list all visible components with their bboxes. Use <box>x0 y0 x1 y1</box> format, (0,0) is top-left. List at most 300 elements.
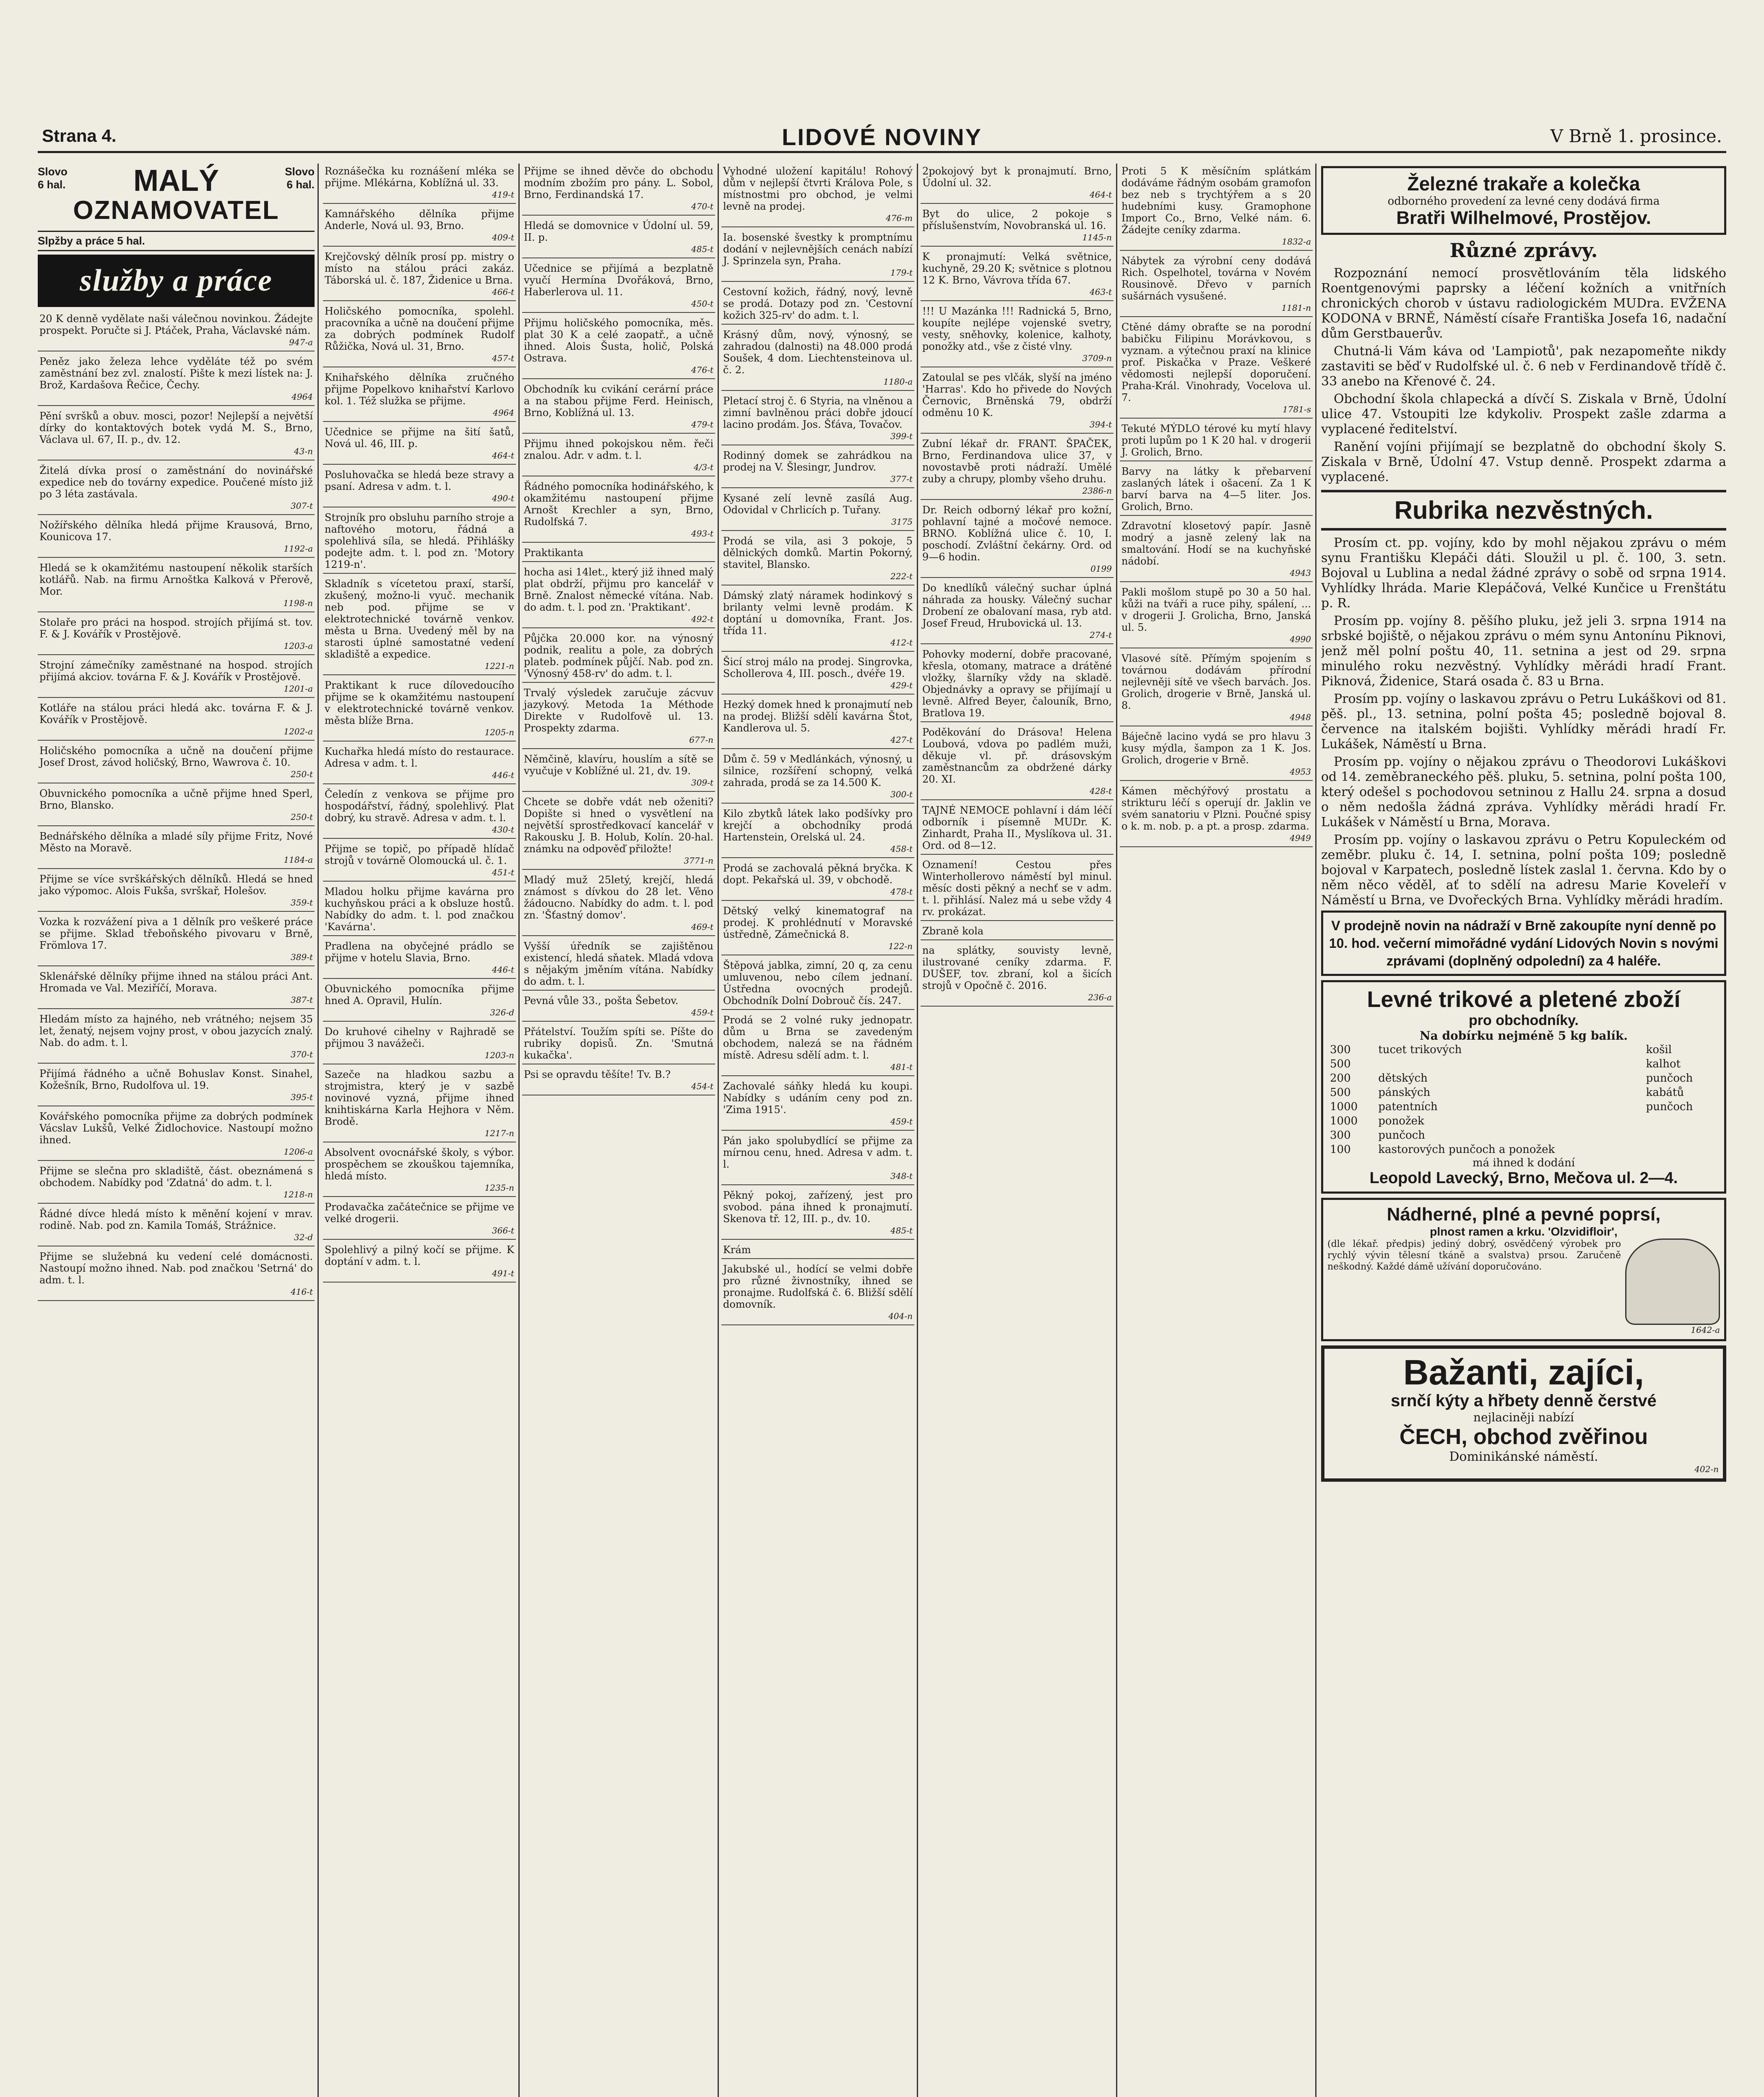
newspaper-title: LIDOVÉ NOVINY <box>782 124 982 150</box>
table-cell <box>1376 1057 1643 1071</box>
classified-ad <box>38 354 315 406</box>
classified-ad <box>38 1012 315 1064</box>
classified-ad <box>522 752 715 792</box>
classified-ad <box>38 1066 315 1106</box>
ad-ref: 427-t <box>890 735 913 745</box>
news-item: Rozpoznání nemocí prosvětlováním těla lidského Roentgenovými paprsky a léčení kožních a vnitřních chronických chorob v ústavu radiologickém MUDra. EVŽENA KODONA v BRNĚ, Náměstí císaře Františka Josefa 16, nadační dům Gerstbauerův. <box>1321 266 1726 341</box>
ad-text: Nábytek za výrobní ceny dodává Rich. Ospelhotel, továrna v Novém Rousinově. Dřevo v parních sušárnách vysušené. <box>1121 255 1311 302</box>
classified-ad <box>522 685 715 749</box>
classified-ad <box>38 969 315 1009</box>
ad-ref: 4943 <box>1290 568 1311 578</box>
ad-text: Pevná vůle 33., pošta Šebetov. <box>524 995 679 1007</box>
ad-ref: 1642-a <box>1691 1325 1720 1335</box>
ad-text: Holičského pomocníka, spolehl. pracovníka a učně na doučení přijme za dobrých podmínek Rudolf Růžička, Nová ul. 31, Brno. <box>325 305 514 352</box>
classified-ad <box>323 249 516 301</box>
classified-ad <box>522 939 715 991</box>
ad-text: Chcete se dobře vdát neb oženiti? Dopište si hned o vysvětlení na největší sprostředkovací kancelář v Rakousku J. B. Holub, Kolín. 20-hal. známku na odpověď přiložte! <box>524 796 713 855</box>
ad-ref: 3709-n <box>1082 353 1112 363</box>
ad-ref: 677-n <box>689 735 713 745</box>
ads-list <box>38 311 315 1301</box>
ad-text: Žitelá dívka prosí o zaměstnání do novinářské expedice neb do továrny expedice. Poučené místo již po 3 léta zastávala. <box>39 465 313 500</box>
table-row <box>1327 1071 1720 1085</box>
classified-ad <box>921 164 1114 204</box>
classified-ad <box>721 958 914 1010</box>
ad-text: Ctěné dámy obraťte se na porodní babičku Filipinu Morávkovou, s vyznam. a výtečnou praxí na klinice prof. Piskačka v Praze. Veškeré vědomosti nejlepší doporučení. Praha-Král. Vinohrady, Vocelova ul. 7. <box>1121 321 1311 403</box>
classified-ad <box>38 1206 315 1246</box>
ad-text: Šicí stroj málo na prodej. Singrovka, Schollerova 4, III. posch., dvéře 19. <box>723 656 913 679</box>
classified-ad <box>721 327 914 391</box>
ad-text: Přátelství. Toužím spíti se. Píšte do rubriky dopisů. Zn. 'Smutná kukačka'. <box>524 1026 713 1061</box>
ads-list <box>721 164 914 1325</box>
ad-text: Prodá se 2 volné ruky jednopatr. dům u Brna se zavedeným obchodem, nalezá se na řádném místě. Adresu sdělí adm. t. l. <box>723 1014 913 1061</box>
classified-ad <box>323 744 516 784</box>
column-divider <box>317 164 319 2097</box>
ad-text: Přijmu holičského pomocníka, měs. plat 30 K a celé zaopatř., a učně ihned. Alois Šusta, holič, Polská Ostrava. <box>524 317 713 364</box>
classified-ad <box>921 725 1114 800</box>
classified-ad <box>38 1109 315 1161</box>
ad-ref: 32-d <box>294 1232 313 1242</box>
classified-ad <box>921 803 1114 855</box>
ad-text: Sazeče na hladkou sazbu a strojmistra, který je v sazbě novinové vyzná, přijme ihned knihtiskárna Karla Hejhora v Něm. Brodě. <box>325 1069 514 1127</box>
ad-text: Prodá se vila, asi 3 pokoje, 5 dělnických domků. Martin Pokorný, stavitel, Blansko. <box>723 535 913 570</box>
ad-ref: 377-t <box>890 474 913 484</box>
ad-ref: 1206-a <box>284 1147 313 1157</box>
ad-ref: 3771-n <box>684 856 713 866</box>
ad-ref: 429-t <box>890 680 913 690</box>
table-cell: punčoch <box>1646 1072 1693 1085</box>
ad-text: Pění svršků a obuv. mosci, pozor! Nejlepší a největší dírky do kontaktových botek vydá M. S., Brno, Václava ul. 67, II. p., dv. 12. <box>39 410 313 445</box>
ad-text: Holičského pomocníka a učně na doučení přijme Josef Drost, závod holičský, Brno, Wawrova č. 10. <box>39 745 313 768</box>
ad-ref: 1221-n <box>484 661 514 671</box>
ad-text: Vozka k rozvážení piva a 1 dělník pro veškeré práce se přijme. Sklad třeboňského pivovaru v Brně, Frömlova 17. <box>39 916 313 951</box>
table-cell: ponožek <box>1378 1115 1424 1127</box>
ad-ref: 4953 <box>1290 767 1311 777</box>
ad-text: Strojník pro obsluhu parního stroje a naftového motoru, řádná a spolehlivá síla, se hledá. Přihlášky podejte adm. t. l. pod zn. 'Motory 1219-n'. <box>325 512 514 570</box>
ad-ref: 348-t <box>890 1171 913 1181</box>
table-cell: 300 <box>1330 1043 1351 1056</box>
ad-text: Obuvnického pomocníka přijme hned A. Opravil, Hulín. <box>325 983 514 1007</box>
classified-ad <box>323 884 516 936</box>
classified-ad <box>323 467 516 507</box>
ad-subtitle: plnost ramen a krku. 'Olzvidifloir', <box>1430 1225 1618 1238</box>
classified-ad <box>921 304 1114 367</box>
table-row <box>1327 1142 1720 1157</box>
ad-text: Mladou holku přijme kavárna pro kuchyňskou práci a k obsluze hostů. Nabídky do adm. t. l. pod značkou 'Kavárna'. <box>325 886 514 933</box>
ad-ref: 1180-a <box>883 377 913 387</box>
table-cell <box>1644 1142 1720 1157</box>
table-cell: 500 <box>1330 1058 1351 1070</box>
ad-ref: 0199 <box>1090 564 1112 574</box>
classified-ad <box>38 914 315 966</box>
ad-ref: 326-d <box>490 1007 514 1017</box>
poprsi-ad <box>1321 1198 1726 1341</box>
ad-ref: 476-m <box>886 213 913 223</box>
classified-ad <box>522 164 715 216</box>
ad-text: Učednice se přijme na šití šatů, Nová ul. 46, III. p. <box>325 426 514 450</box>
classified-ad <box>721 284 914 325</box>
ad-ref: 4964 <box>291 392 313 402</box>
classified-ad <box>38 743 315 783</box>
ad-title: Levné trikové a pletené zboží <box>1367 987 1681 1012</box>
ad-text: Absolvent ovocnářské školy, s výbor. prospěchem se zkouškou tajemníka, hledá místo. <box>325 1147 514 1182</box>
classified-ad <box>522 479 715 543</box>
ad-text: Kámen měchýřový prostatu a strikturu léčí s operují dr. Jaklin ve svém sanatoriu v Plzni. Poučné spisy o k. m. nob. p. a pt. a prosp. zdarma. <box>1121 785 1311 832</box>
ad-ref: 454-t <box>691 1081 713 1091</box>
classified-ad <box>1120 164 1313 251</box>
classified-ad <box>38 560 315 612</box>
classified-ad <box>921 502 1114 578</box>
ad-ref: 419-t <box>492 190 514 200</box>
ad-text: Přijme se slečna pro skladiště, část. obeznámená s obchodem. Nabídky pod 'Zdatná' do adm. t. l. <box>39 1165 313 1189</box>
trikove-ad <box>1321 980 1726 1194</box>
ad-ref: 492-t <box>691 614 713 624</box>
maly-label: MALÝ <box>133 164 219 198</box>
classified-ad <box>721 230 914 282</box>
ad-title: Bažanti, zajíci, <box>1403 1353 1644 1392</box>
classified-ad <box>38 700 315 741</box>
ad-text: Stolaře pro práci na hospod. strojích přijímá st. tov. F. & J. Kovářík v Prostějově. <box>39 617 313 640</box>
evening-edition-notice: V prodejně novin na nádraží v Brně zakoupíte nyní denně po 10. hod. večerní mimořádné vydání Lidových Novin s novými zprávami (doplněný odpolední) za 4 haléře. <box>1321 911 1726 976</box>
ad-firm: Bratři Wilhelmové, Prostějov. <box>1396 208 1651 228</box>
classified-ad <box>38 311 315 351</box>
classified-ad <box>38 829 315 869</box>
ad-text: Němčině, klavíru, houslím a sítě se vyučuje v Koblížné ul. 21, dv. 19. <box>524 753 713 777</box>
classified-ad <box>323 787 516 839</box>
classified-ad <box>921 647 1114 722</box>
page-number: Strana 4. <box>42 126 117 146</box>
classified-ad <box>522 1067 715 1095</box>
ad-text: Kotláře na stálou práci hledá akc. továrna F. & J. Kovářík v Prostějově. <box>39 702 313 726</box>
ad-ref: 1235-n <box>484 1183 514 1193</box>
ad-ref: 402-n <box>1694 1464 1719 1474</box>
ad-text: Barvy na látky k přebarvení zaslaných látek i ošacení. Za 1 K barví barva na 4—5 liter. Jos. Grolich, Brno. <box>1121 466 1311 513</box>
table-cell: 500 <box>1330 1086 1351 1099</box>
ad-title: Železné trakaře a kolečka <box>1407 173 1640 195</box>
classified-ad <box>1120 421 1313 461</box>
column-divider <box>718 164 719 2097</box>
classified-ad <box>921 249 1114 301</box>
ad-text: Spolehlivý a pilný kočí se přijme. K doptání v adm. t. l. <box>325 1244 514 1267</box>
classified-ad <box>323 304 516 367</box>
classified-ad <box>522 382 715 434</box>
ad-text: Přijme se ihned děvče do obchodu modním zbožím pro pány. L. Sobol, Brno, Ferdinandská 17. <box>524 165 713 200</box>
ad-text: na splátky, souvisty levně, ilustrované ceníky zdarma. F. DUŠEF, tov. zbraní, kol a šicích strojů v Opočně č. 2016. <box>922 944 1112 991</box>
missing-person-notice: Prosím pp. vojíny o laskavou zprávu o Petru Kopuleckém od zeměbr. pluku č. 14, I. setnina, polní pošta 109; posledně bojoval v Karpatech, posledně lístek zaslal 1. června. Kdo by o něm něco věděl, ať to sdělí na adresu Marie Koveleří v Náměstí u Brna, ve Dvořeckých Brna. Vyhlídky měrádi hradím. <box>1321 833 1726 908</box>
table-cell: kastorových punčoch a ponožek <box>1378 1143 1555 1156</box>
ad-text: Kovářského pomocníka přijme za dobrých podmínek Vácslav Lukšů, Velké Židlochovice. Nastoupí možno ihned. <box>39 1111 313 1146</box>
ad-text: Peněz jako železa lehce vyděláte též po svém zaměstnání bez zvl. znalostí. Pište k mezi lístek na: J. Brož, Kardašova Řečice, Čechy. <box>39 356 313 391</box>
ad-text: Pěkný pokoj, zařízený, jest pro svobod. pána ihned k pronajmutí. Skenova tř. 12, III. p., dv. 10. <box>723 1189 913 1225</box>
classified-ad <box>323 510 516 574</box>
ad-text: Přijímá řádného a učně Bohuslav Konst. Sinahel, Kožešník, Brno, Rudolfova ul. 19. <box>39 1068 313 1091</box>
ad-ref: 2386-n <box>1082 486 1112 496</box>
missing-person-notice: Prosím pp. vojíny o nějakou zprávu o Theodorovi Lukáškovi od 14. zeměbraneckého pěš. pluku, 5. setnina, polní pošta 100, který odešel s pochodovou setninou z Hallu 24. srpna a dosud o něm nedošla žádná zpráva. Vyhlídky měrádi hradí Fr. Lukášek v Náměstí u Brna, Morava. <box>1321 755 1726 830</box>
rubric-heading: Rubrika nezvěstných. <box>1321 490 1726 531</box>
ad-ref: 446-t <box>492 965 514 975</box>
ad-note: má ihned k dodání <box>1472 1157 1575 1169</box>
ad-ref: 1198-n <box>283 598 313 608</box>
table-cell: kalhot <box>1646 1058 1681 1070</box>
classified-ad <box>323 206 516 247</box>
ad-ref: 457-t <box>492 353 514 363</box>
classified-ad <box>323 576 516 675</box>
ads-list <box>323 164 516 1283</box>
ad-ref: 491-t <box>492 1268 514 1278</box>
ad-text: Trvalý výsledek zaručuje zácvuv jazykový. Metoda 1a Méthode Direkte v Rudolfově ul. 13. Prospekty zdarma. <box>524 687 713 734</box>
classified-ad <box>721 393 914 445</box>
ad-ref: 4948 <box>1290 712 1311 722</box>
classified-ad <box>1120 464 1313 516</box>
table-cell: punčoch <box>1646 1101 1693 1113</box>
classified-ad <box>921 857 1114 921</box>
classified-ad <box>522 545 715 562</box>
ad-text: Obchodník ku cvikání cerární práce a na stabou přijme Ferd. Heinisch, Brno, Koblížná ul. 13. <box>524 383 713 419</box>
ad-text: Praktikant k ruce dílovedoucího přijme se k okamžitému nastoupení v elektrotechnické továrně venkov. města blíže Brna. <box>325 679 514 726</box>
classified-ad <box>522 436 715 476</box>
price-right: Slovo 6 hal. <box>285 165 315 191</box>
classified-ad <box>721 1188 914 1240</box>
classified-ad <box>522 794 715 870</box>
ad-text: Pradlena na obyčejné prádlo se přijme v hotelu Slavia, Brno. <box>325 940 514 964</box>
ad-text: 20 K denně vydělate naši válečnou novinkou. Žádejte prospekt. Poručte si J. Ptáček, Praha, Václavské nám. <box>39 313 313 336</box>
ad-text: Byt do ulice, 2 pokoje s příslušenstvím, Novobranská ul. 16. <box>922 208 1112 232</box>
ad-ref: 4/3-t <box>694 462 713 472</box>
classified-ad <box>721 903 914 955</box>
table-cell: košil <box>1646 1043 1672 1056</box>
ad-ref: 387-t <box>291 995 313 1005</box>
ad-text: Zatoulal se pes vlčák, slyší na jméno 'Harras'. Kdo ho přivede do Nových Černovic, Brněnská 79, obdrží odměnu 10 K. <box>922 372 1112 419</box>
classified-ad <box>522 218 715 258</box>
classified-ad <box>721 533 914 585</box>
ad-text: Praktikanta <box>524 547 584 559</box>
classified-ad <box>921 924 1114 940</box>
ad-text: Krásný dům, nový, výnosný, se zahradou (dalnosti) na 48.000 prodá Soušek, 4 dom. Liechtensteinova ul. č. 2. <box>723 329 913 376</box>
ad-text: Zachovalé sáňky hledá ku koupi. Nabídky s udáním ceny pod zn. 'Zima 1915'. <box>723 1080 913 1116</box>
ad-text: Knihařského dělníka zručného přijme Popelkovo knihařství Karlovo kol. 1. Též služka se přijme. <box>325 372 514 407</box>
bazanti-ad <box>1321 1345 1726 1482</box>
ad-text: Přijmu ihned pokojskou něm. řeči znalou. Adr. v adm. t. l. <box>524 438 713 461</box>
ad-text: Zdravotní klosetový papír. Jasně modrý a jasně zelený lak na smaltování. Hodí se na kuchyňské nádobí. <box>1121 520 1311 567</box>
ad-ref: 458-t <box>890 844 913 854</box>
classified-ad <box>721 1012 914 1076</box>
ad-ref: 450-t <box>691 299 713 309</box>
ad-ref: 359-t <box>291 898 313 908</box>
ad-text: Vyhodné uložení kapitálu! Rohový dům v nejlepší čtvrti Králova Pole, s místnostmi pro obchod, je velmi levně na prodej. <box>723 165 913 212</box>
ad-text: Přijme se topič, po případě hlídač strojů v továrně Olomoucká ul. č. 1. <box>325 843 514 866</box>
classified-ad <box>522 565 715 628</box>
ad-ref: 416-t <box>291 1287 313 1297</box>
table-row <box>1327 1114 1720 1128</box>
ad-ref: 463-t <box>1090 287 1112 297</box>
goods-table <box>1327 1043 1720 1157</box>
oznamovatel-label: OZNAMOVATEL <box>73 196 279 225</box>
ad-text: (dle lékař. předpis) jediný dobrý, osvědčený výrobek pro rychlý vývin tělesní tkáně a svalstva) prsou. Zaručeně neškodný. Každé dámě užívání doporučováno. <box>1327 1239 1621 1272</box>
table-cell: 300 <box>1330 1129 1351 1142</box>
classified-ad <box>323 939 516 979</box>
ad-address: Dominikánské náměstí. <box>1449 1449 1598 1464</box>
ad-subtitle: odborného provedení za levné ceny dodává firma <box>1387 195 1660 208</box>
ad-ref: 476-t <box>691 365 713 375</box>
ad-ref: 236-a <box>1088 992 1112 1002</box>
classified-ad <box>323 841 516 882</box>
ad-ref: 399-t <box>890 431 913 441</box>
classified-ad <box>38 786 315 826</box>
maly-oznamovatel-masthead <box>38 164 315 232</box>
table-cell: 1000 <box>1330 1101 1358 1113</box>
ad-text: Dětský velký kinematograf na prodej. K prohlédnutí v Moravské ústředně, Zámečnická 8. <box>723 905 913 940</box>
classified-ad <box>721 1262 914 1325</box>
ad-ref: 485-t <box>691 244 713 254</box>
table-row <box>1327 1128 1720 1142</box>
ad-ref: 451-t <box>492 867 514 877</box>
classified-ad <box>323 678 516 741</box>
ad-ref: 366-t <box>492 1225 514 1236</box>
ad-ref: 250-t <box>291 769 313 779</box>
ad-ref: 1205-n <box>484 727 514 737</box>
ad-text: Kilo zbytků látek lako podšívky pro krejčí a obchodníky prodá Hartenstein, Orelská ul. 24. <box>723 808 913 843</box>
ad-text: Nožířského dělníka hledá přijme Krausová, Brno, Kounicova 17. <box>39 519 313 543</box>
ad-ref: 481-t <box>890 1062 913 1072</box>
ad-ref: 1217-n <box>484 1128 514 1138</box>
ad-ref: 222-t <box>890 571 913 581</box>
ad-text: Řádné dívce hledá místo k měnění kojení v mrav. rodině. Nab. pod zn. Kamila Tomáš, Strážnice. <box>39 1208 313 1231</box>
missing-person-notice: Prosím pp. vojíny o laskavou zprávu o Petru Lukáškovi od 81. pěš. pl., 13. setnina, polní pošta 45; posledně bojoval 8. července na italském bojišti. Vyhlídky měrádi hradí Fr. Lukášek, Náměstí u Brna. <box>1321 692 1726 752</box>
classified-ad <box>323 370 516 422</box>
ad-ref: 466-t <box>492 287 514 297</box>
ad-text: 2pokojový byt k pronajmutí. Brno, Údolní ul. 32. <box>922 165 1112 189</box>
ad-text: Štěpová jablka, zimní, 20 q, za cenu umluvenou, nebo cílem jednaní. Ústředna ovocných prodejů. Obchodník Dolní Dobrouč čís. 247. <box>723 960 913 1007</box>
classified-ad <box>38 872 315 912</box>
classified-ad <box>323 1199 516 1240</box>
ad-ref: 1145-n <box>1082 232 1112 242</box>
ad-text: Pán jako spolubydlící se přijme za mírnou cenu, hned. Adresa v adm. t. l. <box>723 1135 913 1170</box>
ad-ref: 1832-a <box>1282 237 1311 247</box>
ad-ref: 479-t <box>691 419 713 429</box>
ads-list <box>921 164 1114 1007</box>
classified-ad <box>522 993 715 1022</box>
classified-ad <box>921 943 1114 1007</box>
ad-text: Přijme se služebná ku vedení celé domácnosti. Nastoupí možno ihned. Nab. pod značkou 'Setrná' do adm. t. l. <box>39 1251 313 1286</box>
section-subtitle: Slpžby a práce 5 hal. <box>38 232 315 251</box>
classified-ad <box>323 981 516 1022</box>
table-row <box>1327 1100 1720 1114</box>
classified-ad <box>721 806 914 858</box>
trakare-ad <box>1321 166 1726 235</box>
classified-ad <box>1120 518 1313 582</box>
ad-ref: 179-t <box>890 268 913 278</box>
ad-ref: 4990 <box>1290 634 1311 644</box>
ad-ref: 274-t <box>1090 630 1112 640</box>
ad-ref: 464-t <box>492 450 514 461</box>
table-cell <box>1644 1114 1720 1128</box>
table-row <box>1327 1043 1720 1057</box>
ad-ref: 409-t <box>492 232 514 242</box>
ad-text: Pohovky moderní, dobře pracované, křesla, otomany, matrace a drátěné vložky, šlarníky vždy na skladě. Objednávky a opravy se přijímají u levně. Alfred Beyer, čalouník, Brno, Bratlova 19. <box>922 648 1112 719</box>
ad-ref: 469-t <box>691 922 713 932</box>
ad-text: Kysané zelí levně zasílá Aug. Odovidal v Chrlicích p. Tuřany. <box>723 492 913 516</box>
ad-ref: 389-t <box>291 952 313 962</box>
ad-text: Ia. bosenské švestky k promptnímu dodání v nejlevnějších cenách nabízí J. Sprinzela syn, Praha. <box>723 232 913 267</box>
column-5 <box>921 164 1114 2097</box>
classified-ad <box>1120 253 1313 317</box>
classified-ad <box>721 654 914 695</box>
ad-note: nejlaciněji nabízí <box>1473 1410 1574 1424</box>
classified-ad <box>921 436 1114 500</box>
missing-person-notice: Prosím ct. pp. vojíny, kdo by mohl nějakou zprávu o mém synu Františku Klepáči dáti. Sloužil u pl. č. 100, 3. setn. Bojoval u Lublina a nedal žádné zprávy o sobě od srpna 1914. Vyhlídky lhráda. Marie Klepáčová, Velké Kunčice u Frenštátu p. R. <box>1321 536 1726 611</box>
table-cell: tucet trikových <box>1378 1043 1462 1056</box>
ad-text: Krám <box>723 1244 751 1256</box>
classified-ad <box>1120 729 1313 781</box>
column-divider <box>917 164 918 2097</box>
column-divider <box>1315 164 1316 2097</box>
ad-text: K pronajmutí: Velká světnice, kuchyně, 29.20 K; světnice s plotnou 12 K. Brno, Vávrova třída 67. <box>922 251 1112 286</box>
news-item: Ranění vojíni přijímají se bezplatně do obchodní školy S. Ziskala v Brně, Údolní 47. Vstup denně. Prospekt zdarma a vyplacené. <box>1321 440 1726 484</box>
classified-ad <box>323 1024 516 1064</box>
classified-ad <box>721 164 914 227</box>
column-divider <box>518 164 520 2097</box>
ad-text: Dům č. 59 v Medlánkách, výnosný, u silnice, rozšíření schopný, velká zahrada, prodá se za 14.500 K. <box>723 753 913 788</box>
ad-text: Hezký domek hned k pronajmutí neb na prodej. Bližší sdělí kavárna Štot, Kandlerova ul. 5. <box>723 699 913 734</box>
ad-firm: ČECH, obchod zvěřinou <box>1399 1425 1648 1449</box>
classified-ad <box>721 861 914 901</box>
classified-ad <box>721 588 914 652</box>
ad-text: Hledá se domovnice v Údolní ul. 59, II. p. <box>524 220 713 243</box>
ads-list <box>522 164 715 1095</box>
ad-text: Roznášečka ku roznášení mléka se přijme. Mlékárna, Koblížná ul. 33. <box>325 165 514 189</box>
table-cell: patentních <box>1378 1101 1438 1113</box>
ad-text: Obuvnického pomocníka a učně přijme hned Sperl, Brno, Blansko. <box>39 788 313 811</box>
table-cell: pánských <box>1378 1086 1431 1099</box>
table-cell: 100 <box>1330 1143 1351 1156</box>
ad-ref: 478-t <box>890 887 913 897</box>
ad-text: Vyšší úředník se zajištěnou existencí, hledá sňatek. Mladá vdova s nějakým jměním vítána. Nabídky do adm. t. l. <box>524 940 713 987</box>
ad-text: Učednice se přijímá a bezplatně vyučí Hermína Dvořáková, Brno, Haberlerova ul. 11. <box>524 263 713 298</box>
classified-ad <box>522 1024 715 1064</box>
ad-text: Mladý muž 25letý, krejčí, hledá známost s dívkou do 28 let. Věno žádoucno. Nabídky do adm. t. l. pod zn. 'Šťastný domov'. <box>524 874 713 921</box>
classified-ad <box>38 1249 315 1301</box>
column-2 <box>323 164 516 2097</box>
classified-ad <box>522 315 715 379</box>
ad-text: Strojní zámečníky zaměstnané na hospod. strojích přijímá akciov. továrna F. & J. Kovářík v Prostějově. <box>39 659 313 683</box>
ad-ref: 459-t <box>691 1007 713 1017</box>
ad-text: Půjčka 20.000 kor. na výnosný podnik, realitu a pole, za dobrých plateb. podmínek půjčí. Nab. pod zn. 'Výnosný 458-rv' do adm. t. l. <box>524 632 713 679</box>
classified-ad <box>1120 783 1313 847</box>
ad-ref: 1781-s <box>1283 404 1311 414</box>
ad-text: Jakubské ul., hodící se velmi dobře pro různé živnostníky, ihned se pronajme. Rudolfská č. 6. Bližší sdělí domovník. <box>723 1263 913 1310</box>
classified-ad <box>38 518 315 558</box>
ad-text: Zubní lékař dr. FRANT. ŠPAČEK, Brno, Ferdinandova ulice 37, v novostavbě proti nádraží. Umělé zuby a chrupy, plomby všeho druhu. <box>922 438 1112 485</box>
ad-title: Nádherné, plné a pevné poprsí, <box>1387 1204 1661 1225</box>
ad-ref: 430-t <box>492 825 514 835</box>
ad-text: Krejčovský dělník prosí pp. mistry o místo na stálou práci zakáz. Táborská ul. č. 187, Židenice u Brna. <box>325 251 514 286</box>
ad-ref: 4949 <box>1290 833 1311 843</box>
classified-ad <box>921 370 1114 434</box>
ad-ref: 1181-n <box>1281 303 1311 313</box>
classified-ad <box>323 164 516 204</box>
column-7 <box>1321 164 1726 2097</box>
ad-text: Prodavačka začátečnice se přijme ve velké drogerii. <box>325 1201 514 1225</box>
classified-ad <box>323 1242 516 1283</box>
price-left: Slovo 6 hal. <box>38 165 68 191</box>
ad-firm: Leopold Lavecký, Brno, Mečova ul. 2—4. <box>1369 1169 1678 1187</box>
classified-ad <box>38 463 315 515</box>
ad-text: Čeledín z venkova se přijme pro hospodářství, řádný, spolehlivý. Plat dobrý, ku stravě. Adresa v adm. t. l. <box>325 788 514 824</box>
classified-ad <box>522 872 715 936</box>
table-cell: 1000 <box>1330 1115 1358 1127</box>
ad-subtitle: pro obchodníky. <box>1469 1012 1579 1028</box>
ad-text: Psi se opravdu těšíte! Tv. B.? <box>524 1069 671 1080</box>
classified-ad <box>721 1133 914 1185</box>
